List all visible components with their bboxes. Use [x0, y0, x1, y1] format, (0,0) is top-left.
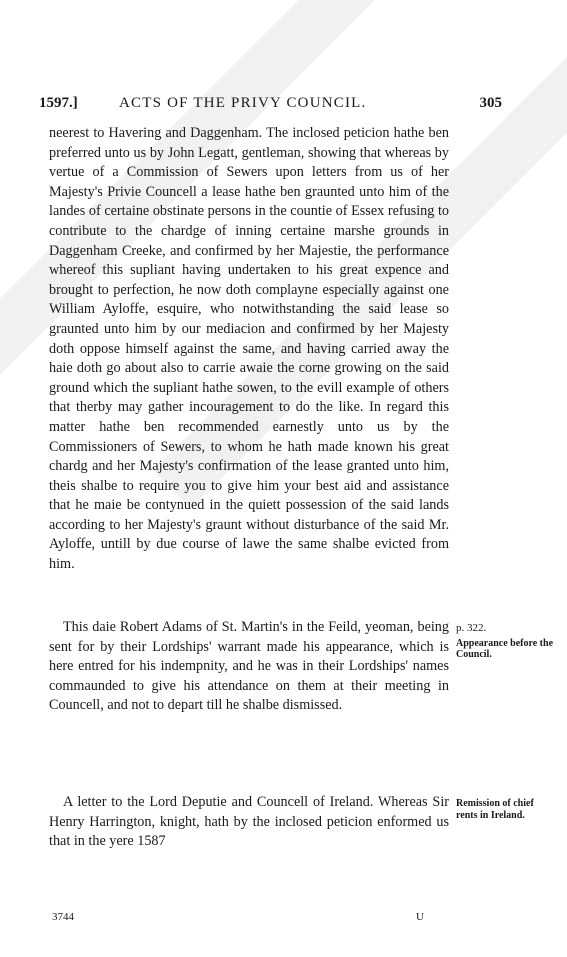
page-footer — [52, 911, 432, 927]
paragraph-legatt-petition: neerest to Havering and Daggenham. The inclosed peticion hathe ben preferred unto us by John Legatt, gentleman, showing that whereas by vertue of a Commission of Sewers upon letters from us of her Majesty's Privie Councell a lease hathe ben graunted unto him of the landes of certaine obstinate persons in the countie of Essex refusing to contribute to the chardge of inning certaine marshe grounds in Daggenham Creeke, and confirmed by her Majestie, the performance whereof this supliant having undertaken to his great expence and brought to perfection, he now doth complayne especially against one William Ayloffe, esquire, who notwithstanding the said lease so graunted unto him by our mediacion and confirmed by her Majesty doth oppose himself against the same, and having carried away the haie doth go about also to carrie awaie the corne growing on the said ground which the supliant hathe sowen, to the evill example of others that therby may gather incouragement to do the like. In regard this matter hathe ben recommended earnestly unto us by the Commissioners of Sewers, to whom he hath made known his great chardg and her Majesty's confirmation of the lease granted unto him, theis shalbe to require you to give him your best aid and assistance that he maie be contynued in the quiett possession of the said lands according to her Majesty's graunt without disturbance of the said Mr. Ayloffe, untill by due course of lawe the same shalbe evicted from him. — [49, 125, 449, 573]
marginal-note-remission — [456, 798, 556, 821]
running-header — [39, 95, 502, 117]
marginal-note-text: Appearance before the Council. — [456, 637, 554, 660]
paragraph-letter-ireland: A letter to the Lord Deputie and Councell of Ireland. Whereas Sir Henry Harrington, knight, hath by the inclosed peticion enformed us that in the yere 1587 — [49, 794, 449, 850]
marginal-page-reference: p. 322. — [456, 622, 487, 634]
page-number: 305 — [479, 95, 502, 111]
header-year: 1597.] — [39, 95, 78, 111]
header-title: ACTS OF THE PRIVY COUNCIL. — [119, 95, 367, 111]
signature-letter: U — [416, 911, 424, 923]
marginal-note-text: Remission of chief rents in Ireland. — [456, 798, 534, 821]
paragraph-robert-adams: This daie Robert Adams of St. Martin's in the Feild, yeoman, being sent for by their Lordships' warrant made his appearance, which is here entred for his indempnity, and he was in their Lordships' names commaunded to give his attendance on them at their meeting in Councell, and not to depart till he shalbe dismissed. — [49, 619, 449, 714]
marginal-note-appearance — [456, 623, 556, 661]
signature-mark: 3744 — [52, 911, 74, 923]
